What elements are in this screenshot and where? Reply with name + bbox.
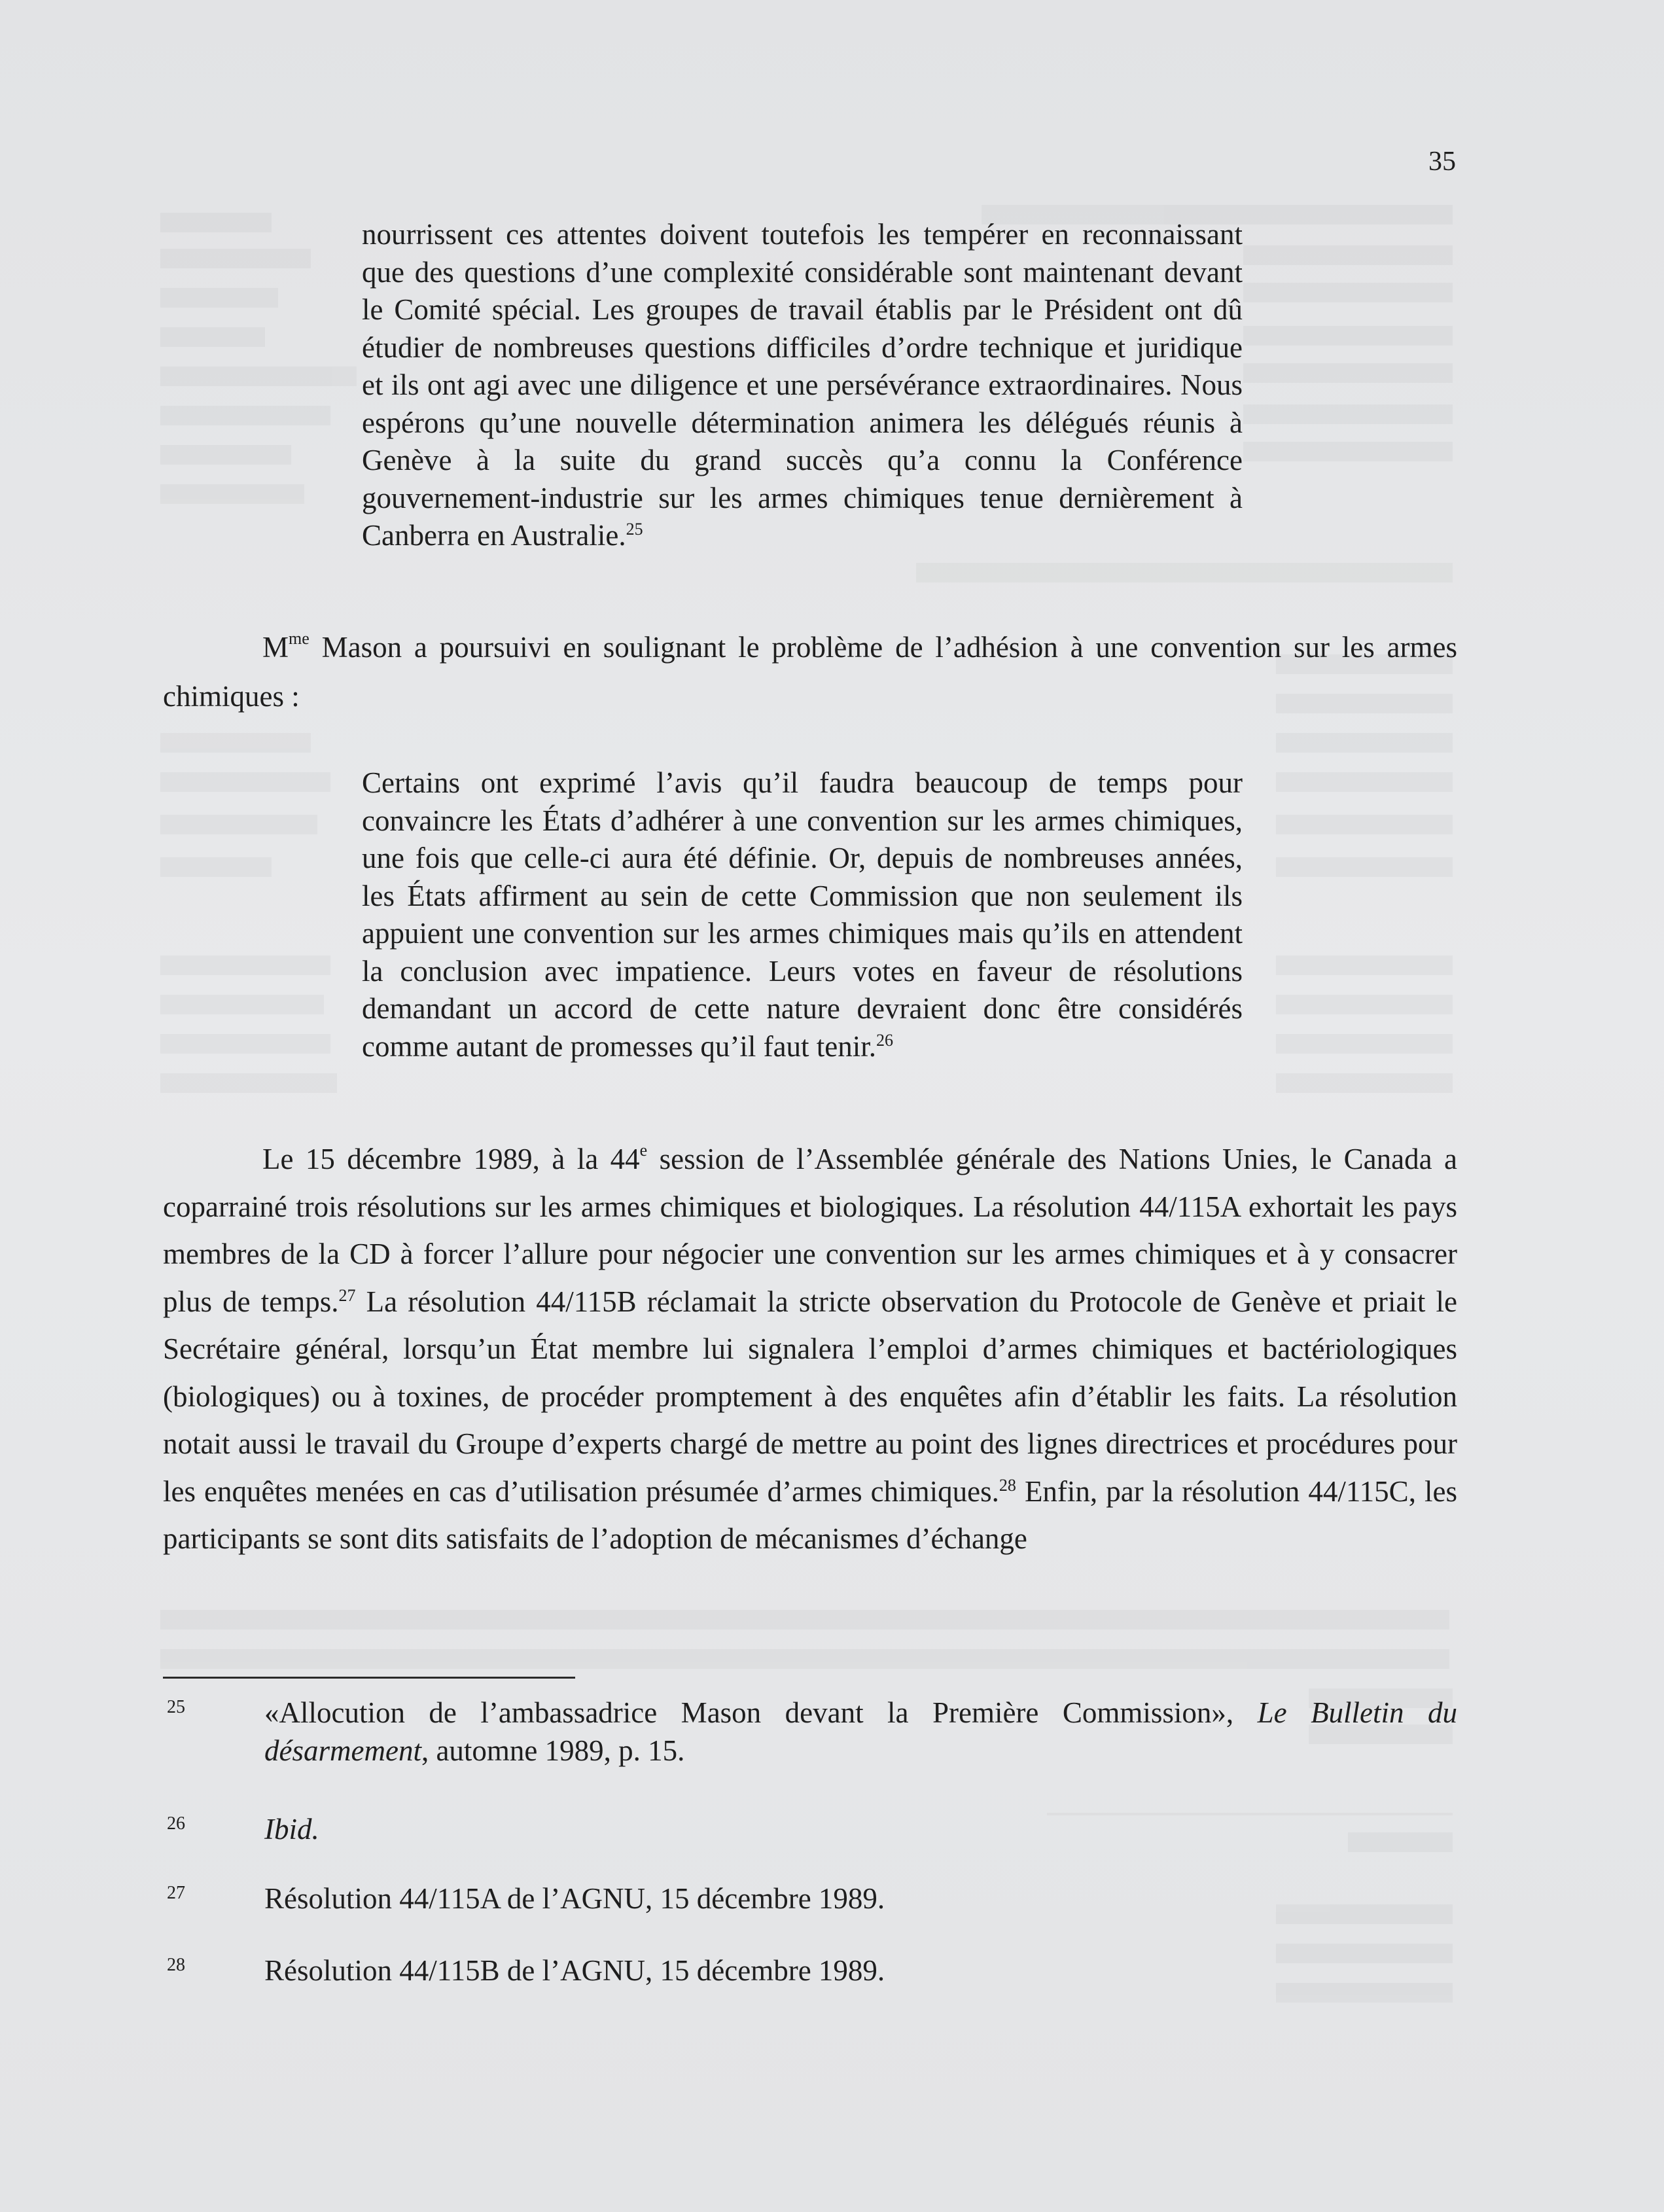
body-paragraph <box>163 623 1457 721</box>
body-paragraph <box>163 1135 1457 1563</box>
footnote-ref-27: 27 <box>338 1285 356 1305</box>
paragraph-text: session de l’Assemblée générale des Nations Unies, le Canada a coparrainé trois résolutions sur les armes chimiques et biologiques. La résolution 44/115A exhortait les pays membres de la CD à forcer l’allure pour négocier une convention sur les armes chimiques et à y consacrer plus de temps. <box>163 1143 1457 1318</box>
paragraph-text: Enfin, par la résolution 44/115C, les participants se sont dits satisfaits de l’adoption de mécanismes d’échange <box>163 1474 1457 1555</box>
footnote-italic-title: Ibid. <box>264 1813 319 1846</box>
footnote-italic-title: Le Bulletin du désarmement <box>264 1696 1457 1767</box>
paragraph-text: Mason a poursuivi en soulignant le problème de l’adhésion à une convention sur les armes chimiques : <box>163 631 1457 713</box>
block-quote-second <box>362 764 1243 1065</box>
footnote-text: Résolution 44/115B de l’AGNU, 15 décembre 1989. <box>264 1954 885 1987</box>
quote-text: Certains ont exprimé l’avis qu’il faudra beaucoup de temps pour convaincre les États d’adhérer à une convention sur les armes chimiques, une fois que celle-ci aura été définie. Or, depuis de nombreuses années, les États affirment au sein de cette Commission que non seulement ils appuient une convention sur les armes chimiques mais qu’ils en attendent la conclusion avec impatience. Leurs votes en faveur de résolutions demandant un accord de cette nature devraient donc être considérés comme autant de promesses qu’il faut tenir. <box>362 766 1243 1063</box>
page-number: 35 <box>1428 147 1456 177</box>
footnote-number: 27 <box>167 1883 185 1903</box>
footnote-ref-25: 25 <box>626 520 643 539</box>
footnote-26 <box>163 1810 1457 1848</box>
footnote-number: 25 <box>167 1697 185 1717</box>
footnote-27 <box>163 1880 1457 1918</box>
footnote-ref-28: 28 <box>999 1475 1016 1495</box>
footnote-ref-26: 26 <box>876 1030 894 1050</box>
footnote-number: 26 <box>167 1813 185 1834</box>
quote-paragraph <box>362 764 1243 1065</box>
footnote-number: 28 <box>167 1955 185 1975</box>
footnote-text <box>264 1810 1457 1848</box>
footnote-separator <box>163 1677 575 1679</box>
honorific-suffix: me <box>289 629 310 648</box>
footnote-text-part: «Allocution de l’ambassadrice Mason devant la Première Commission», <box>264 1696 1258 1729</box>
ordinal-suffix: e <box>639 1141 648 1160</box>
paragraph-mason <box>163 623 1457 721</box>
footnote-text <box>264 1694 1457 1770</box>
quote-text: nourrissent ces attentes doivent toutefois les tempérer en reconnaissant que des questions d’une complexité considérable sont maintenant devant le Comité spécial. Les groupes de travail établis par le Président ont dû étudier de nombreuses questions difficiles d’ordre technique et juridique et ils ont agi avec une diligence et une persévérance extraordinaires. Nous espérons qu’une nouvelle détermination animera les délégués réunis à Genève à la suite du grand succès qu’a connu la Conférence gouvernement-industrie sur les armes chimiques tenue dernièrement à Canberra en Australie. <box>362 218 1243 552</box>
paragraph-text: La résolution 44/115B réclamait la stricte observation du Protocole de Genève et priait le Secrétaire général, lorsqu’un État membre lui signalera l’emploi d’armes chimiques et bactériologiques (biologiques) ou à toxines, de procéder promptement à des enquêtes afin d’établir les faits. La résolution notait aussi le travail du Groupe d’experts chargé de mettre au point des lignes directrices et procédures pour les enquêtes menées en cas d’utilisation présumée d’armes chimiques. <box>163 1285 1457 1508</box>
footnote-28 <box>163 1952 1457 1989</box>
footnote-25 <box>163 1694 1457 1770</box>
block-quote-first <box>362 216 1243 555</box>
honorific: M <box>262 631 289 664</box>
paragraph-december <box>163 1135 1457 1563</box>
footnote-text: Résolution 44/115A de l’AGNU, 15 décembre 1989. <box>264 1882 885 1915</box>
footnote-text-part: , automne 1989, p. 15. <box>421 1734 685 1767</box>
quote-paragraph <box>362 216 1243 555</box>
paragraph-text: Le 15 décembre 1989, à la 44 <box>262 1143 640 1175</box>
